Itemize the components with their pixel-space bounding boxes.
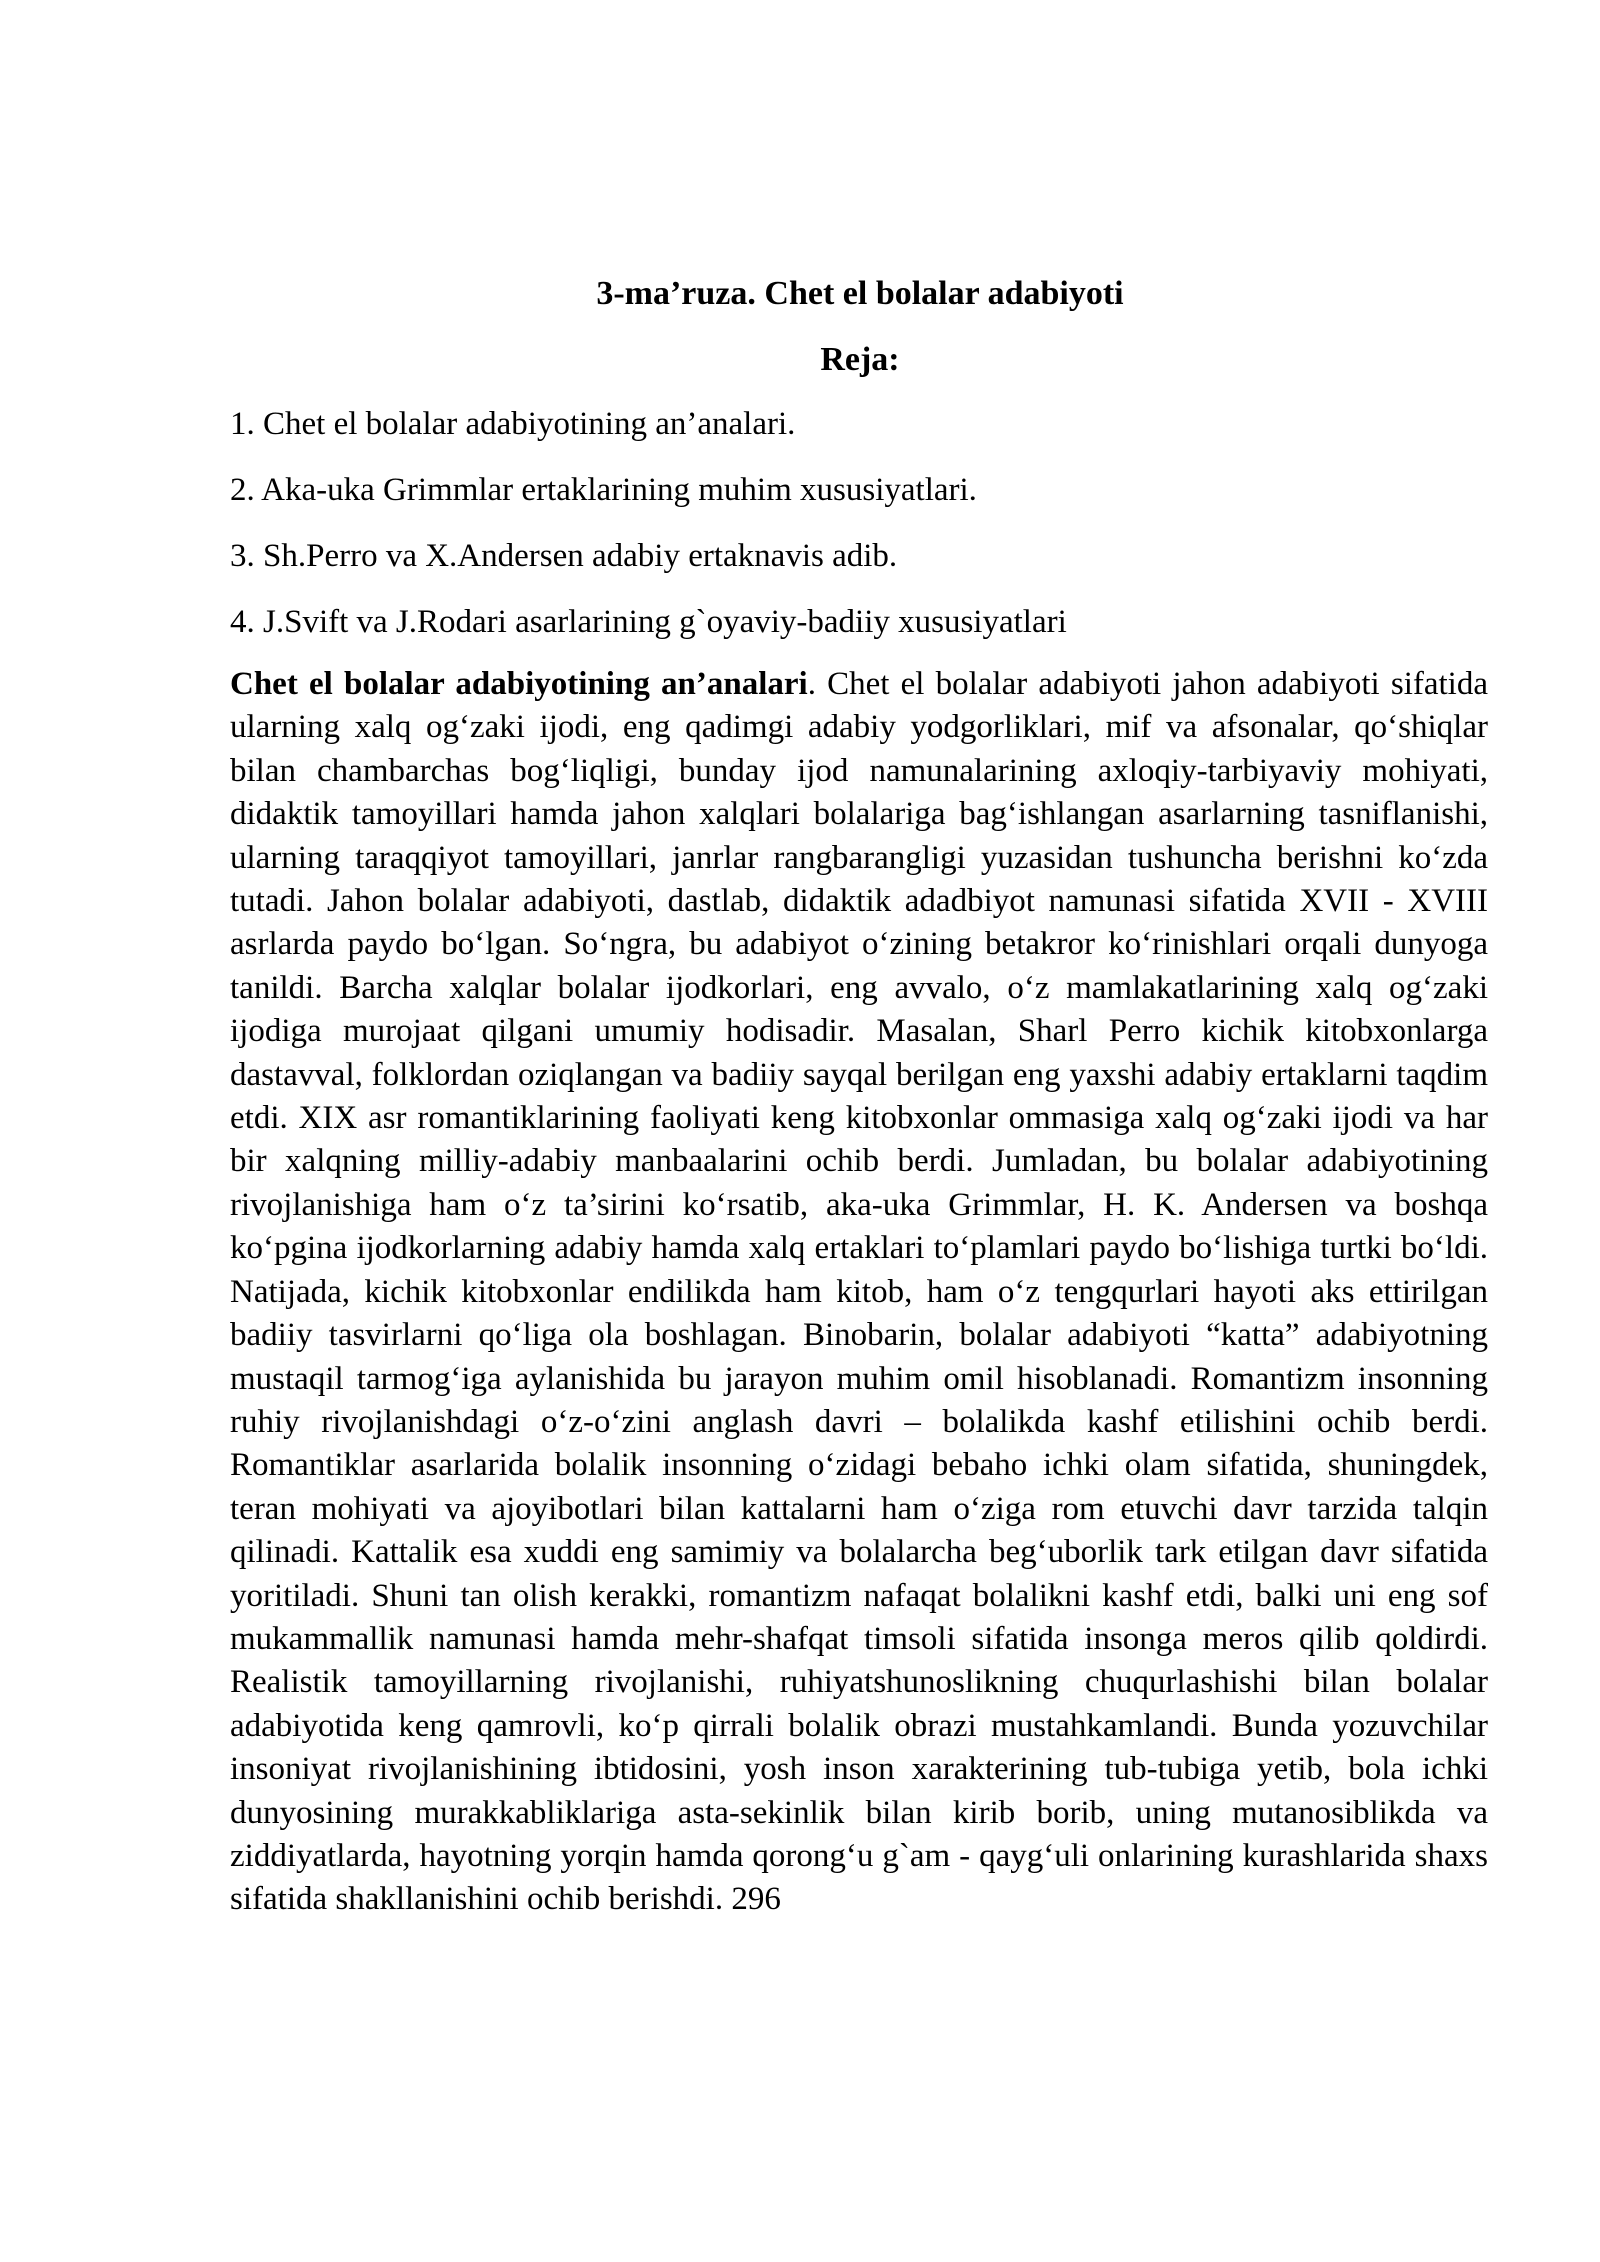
section-heading: Chet el bolalar adabiyotining an’analari [230,666,808,702]
paragraph-text: . Chet el bolalar adabiyoti jahon adabiyoti sifatida ularning xalq og‘zaki ijodi, eng qadimgi adabiy yodgorliklari, mif va afsonalar, qo‘shiqlar bilan chambarchas bog‘liqligi, bunday ijod namunalarining axloqiy-tarbiyaviy mohiyati, didaktik tamoyillari hamda jahon xalqlari bolalariga bag‘ishlangan asarlarning tasniflanishi, ularning taraqqiyot tamoyillari, janrlar rangbarangligi yuzasidan tushuncha berishni ko‘zda tutadi. Jahon bolalar adabiyoti, dastlab, didaktik adadbiyot namunasi sifatida XVII - XVIII asrlarda paydo bo‘lgan. So‘ngra, bu adabiyot o‘zining betakror ko‘rinishlari orqali dunyoga tanildi. Barcha xalqlar bolalar ijodkorlari, eng avvalo, o‘z mamlakatlarining xalq og‘zaki ijodiga murojaat qilgani umumiy hodisadir. Masalan, Sharl Perro kichik kitobxonlarga dastavval, folklordan oziqlangan va badiiy sayqal berilgan eng yaxshi adabiy ertaklarni taqdim etdi. XIX asr romantiklarining faoliyati keng kitobxonlar ommasiga xalq og‘zaki ijodi va har bir xalqning milliy-adabiy manbaalarini ochib berdi. Jumladan, bu bolalar adabiyotining rivojlanishiga ham o‘z ta’sirini ko‘rsatib, aka-uka Grimmlar, H. K. Andersen va boshqa ko‘pgina ijodkorlarning adabiy hamda xalq ertaklari to‘plamlari paydo bo‘lishiga turtki bo‘ldi. Natijada, kichik kitobxonlar endilikda ham kitob, ham o‘z tengqurlari hayoti aks ettirilgan badiiy tasvirlarni qo‘liga ola boshlagan. Binobarin, bolalar adabiyoti “katta” adabiyotning mustaqil tarmog‘iga aylanishida bu jarayon muhim omil hisoblanadi. Romantizm insonning ruhiy rivojlanishdagi o‘z-o‘zini anglash davri – bolalikda kashf etilishini ochib berdi. Romantiklar asarlarida bolalik insonning o‘zidagi bebaho ichki olam sifatida, shuningdek, teran mohiyati va ajoyibotlari bilan kattalarni ham o‘ziga rom etuvchi davr tarzida talqin qilinadi. Kattalik esa xuddi eng samimiy va bolalarcha beg‘uborlik tark etilgan davr sifatida yoritiladi. Shuni tan olish kerakki, romantizm nafaqat bolalikni kashf etdi, balki uni eng sof mukammallik namunasi hamda mehr-shafqat timsoli sifatida insonga meros qilib qoldirdi. Realistik tamoyillarning rivojlanishi, ruhiyatshunoslikning chuqurlashishi bilan bolalar adabiyotida keng qamrovli, ko‘p qirrali bolalik obrazi mustahkamlandi. Bunda yozuvchilar insoniyat rivojlanishining ibtidosini, yosh inson xarakterining tub-tubiga yetib, bola ichki dunyosining murakkabliklariga asta-sekinlik bilan kirib borib, uning mutanosiblikda va ziddiyatlarda, hayotning yorqin hamda qorong‘u g`am - qayg‘uli onlarining kurashlarida shaxs sifatida shakllanishini ochib berishdi. 296 [230,666,1488,1918]
plan-list [230,402,1490,666]
plan-item: 1. Chet el bolalar adabiyotining an’analari. [230,406,796,442]
plan-heading: Reja: [820,341,900,378]
plan-item: 3. Sh.Perro va X.Andersen adabiy ertaknavis adib. [230,538,898,574]
plan-item: 2. Aka-uka Grimmlar ertaklarining muhim xususiyatlari. [230,472,977,508]
body-paragraph [230,663,1488,1922]
lecture-title: 3-ma’ruza. Chet el bolalar adabiyoti [596,275,1124,312]
plan-item: 4. J.Svift va J.Rodari asarlarining g`oyaviy-badiiy xususiyatlari [230,604,1067,640]
